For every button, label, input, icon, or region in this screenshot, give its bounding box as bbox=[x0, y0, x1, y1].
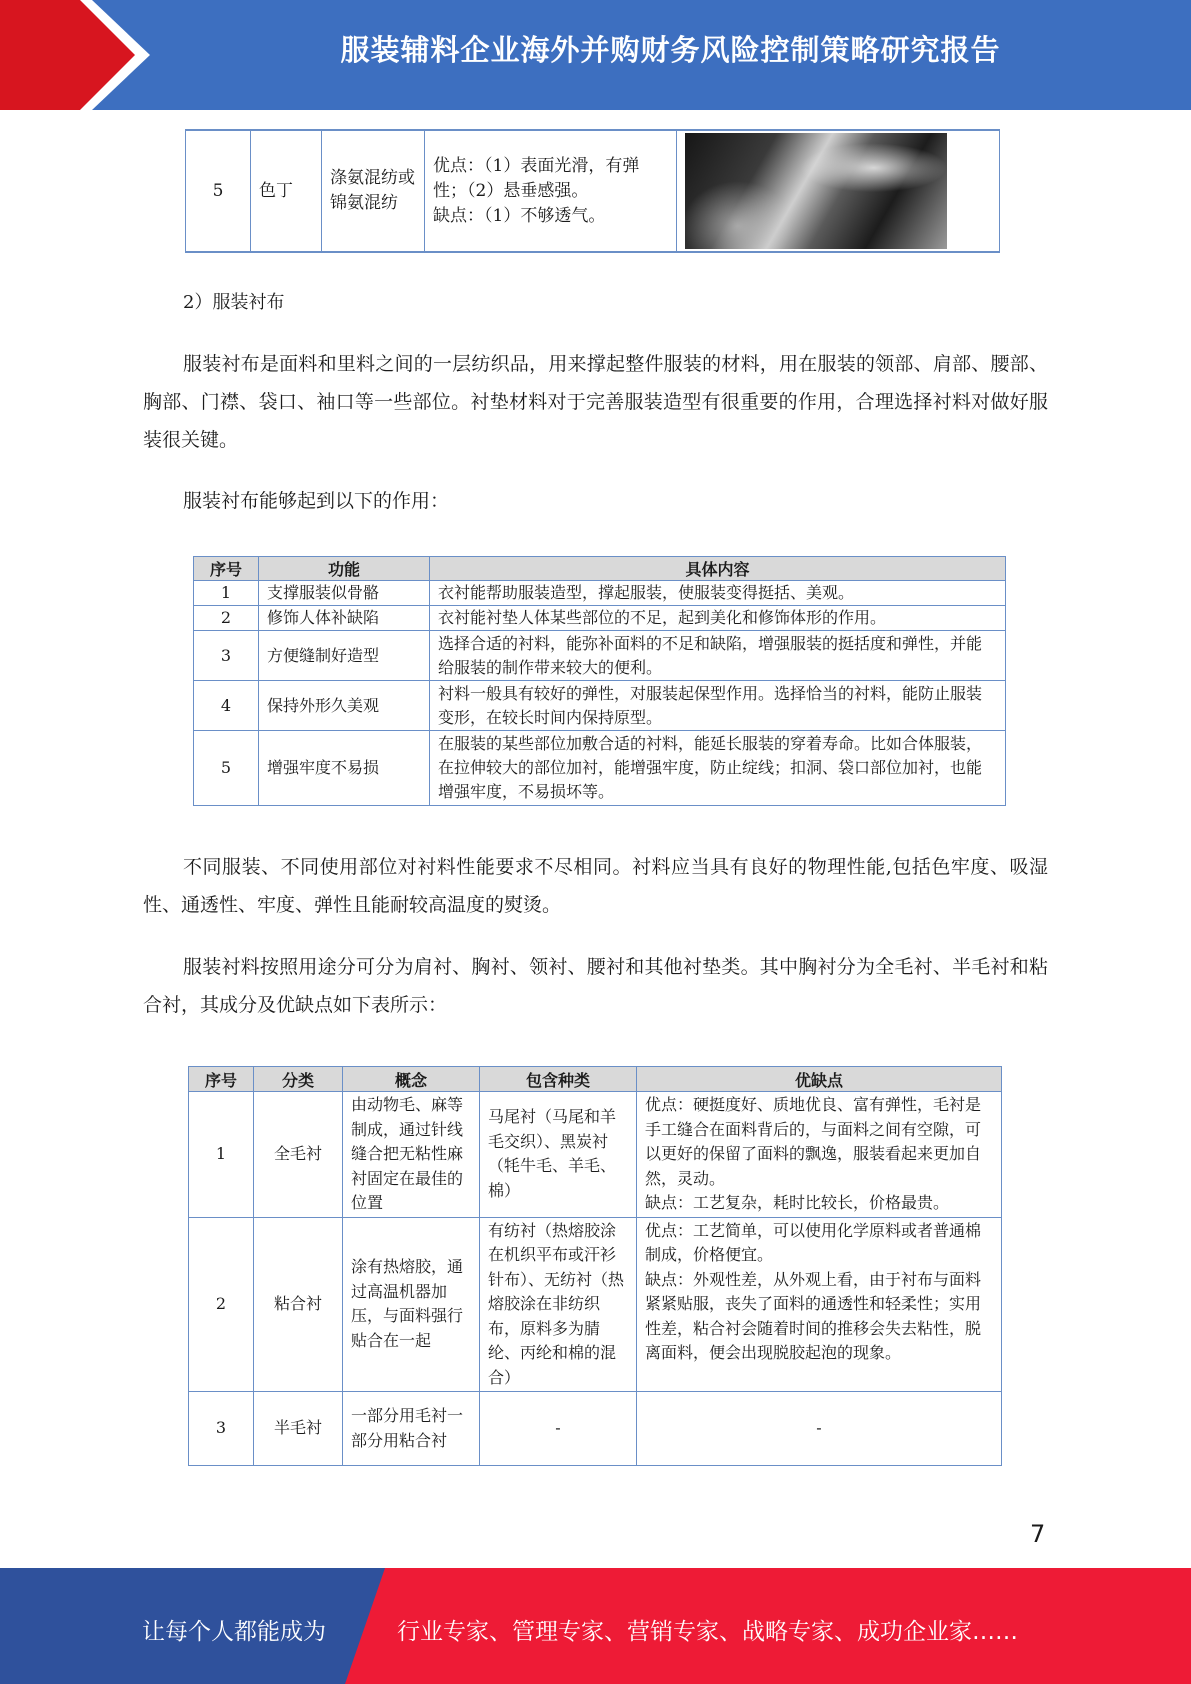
table-row bbox=[194, 581, 1006, 606]
table-row bbox=[189, 1092, 1002, 1218]
paragraph: 服装衬料按照用途分可分为肩衬、胸衬、领衬、腰衬和其他衬垫类。其中胸衬分为全毛衬、半毛衬和粘合衬，其成分及优缺点如下表所示： bbox=[143, 956, 1048, 1016]
table-header-row bbox=[194, 557, 1006, 581]
table-row bbox=[194, 631, 1006, 681]
function-name: 增强牢度不易损 bbox=[259, 731, 430, 806]
paragraph: 服装衬布能够起到以下的作用： bbox=[183, 490, 450, 512]
fabric-composition: 涤氨混纺或锦氨混纺 bbox=[322, 130, 425, 252]
lining-concept: 一部分用毛衬一部分用粘合衬 bbox=[343, 1392, 480, 1466]
lining-concept: 由动物毛、麻等制成，通过针线缝合把无粘性麻衬固定在最佳的位置 bbox=[343, 1092, 480, 1218]
table-row bbox=[194, 731, 1006, 806]
table-row bbox=[194, 681, 1006, 731]
lining-function-table bbox=[193, 556, 1006, 806]
lining-category: 粘合衬 bbox=[254, 1217, 343, 1392]
function-detail: 衣衬能帮助服装造型，撑起服装，使服装变得挺括、美观。 bbox=[430, 581, 1006, 606]
page-number: 7 bbox=[1030, 1520, 1046, 1548]
fabric-image-cell bbox=[677, 130, 1000, 252]
table-row bbox=[189, 1392, 1002, 1466]
function-detail: 选择合适的衬料，能弥补面料的不足和缺陷，增强服装的挺括度和弹性，并能给服装的制作带来较大的便利。 bbox=[430, 631, 1006, 681]
lining-pros: 优点：硬挺度好、质地优良、富有弹性，毛衬是手工缝合在面料背后的，与面料之间有空隙，可以更好的保留了面料的飘逸，服装看起来更加自然，灵动。 bbox=[645, 1095, 982, 1188]
paragraph: 不同服装、不同使用部位对衬料性能要求不尽相同。衬料应当具有良好的物理性能,包括色牢度、吸湿性、通透性、牢度、弹性且能耐较高温度的熨烫。 bbox=[143, 856, 1048, 916]
fabric-table-continued bbox=[185, 129, 1000, 253]
lining-pros-cons bbox=[637, 1217, 1002, 1392]
column-header: 优缺点 bbox=[637, 1067, 1002, 1092]
page-header bbox=[0, 0, 1191, 110]
function-detail: 在服装的某些部位加敷合适的衬料，能延长服装的穿着寿命。比如合体服装，在拉伸较大的部位加衬，能增强牢度，防止绽线；扣洞、袋口部位加衬，也能增强牢度，不易损坏等。 bbox=[430, 731, 1006, 806]
column-header: 包含种类 bbox=[480, 1067, 637, 1092]
fabric-pros: 优点：（1）表面光滑，有弹性；（2）悬垂感强。 bbox=[433, 155, 640, 201]
lining-cons: 缺点：工艺复杂，耗时比较长，价格最贵。 bbox=[645, 1193, 950, 1212]
lining-types: 马尾衬（马尾和羊毛交织）、黑炭衬（牦牛毛、羊毛、棉） bbox=[480, 1092, 637, 1218]
lining-category: 全毛衬 bbox=[254, 1092, 343, 1218]
fabric-pros-cons bbox=[425, 130, 677, 252]
table-row bbox=[194, 606, 1006, 631]
column-header: 概念 bbox=[343, 1067, 480, 1092]
column-header: 具体内容 bbox=[430, 557, 1006, 581]
paragraph: 服装衬布是面料和里料之间的一层纺织品，用来撑起整件服装的材料，用在服装的领部、肩部、腰部、胸部、门襟、袋口、袖口等一些部位。衬垫材料对于完善服装造型有很重要的作用，合理选择衬料对做好服装很关键。 bbox=[143, 353, 1048, 451]
row-number: 5 bbox=[186, 130, 251, 252]
column-header: 序号 bbox=[189, 1067, 254, 1092]
fabric-cons: 缺点：（1）不够透气。 bbox=[433, 205, 606, 226]
table-row bbox=[186, 130, 1000, 252]
lining-cons: 缺点：外观性差，从外观上看，由于衬布与面料紧紧贴服，丧失了面料的通透性和轻柔性；实用性差，粘合衬会随着时间的推移会失去粘性，脱离面料，便会出现脱胶起泡的现象。 bbox=[645, 1269, 982, 1362]
header-title: 服装辅料企业海外并购财务风险控制策略研究报告 bbox=[340, 33, 1001, 67]
lining-types: 有纺衬（热熔胶涂在机织平布或汗衫针布）、无纺衬（热熔胶涂在非纺织布，原料多为腈纶、丙纶和棉的混合） bbox=[480, 1217, 637, 1392]
table-header-row bbox=[189, 1067, 1002, 1092]
row-number: 4 bbox=[194, 681, 259, 731]
row-number: 3 bbox=[189, 1392, 254, 1466]
row-number: 1 bbox=[194, 581, 259, 606]
satin-fabric-photo bbox=[685, 133, 947, 249]
chest-lining-table bbox=[188, 1066, 1002, 1466]
footer-slogan-right: 行业专家、管理专家、营销专家、战略专家、成功企业家…… bbox=[397, 1619, 1018, 1645]
function-detail: 衬料一般具有较好的弹性，对服装起保型作用。选择恰当的衬料，能防止服装变形，在较长时间内保持原型。 bbox=[430, 681, 1006, 731]
footer-slogan-left: 让每个人都能成为 bbox=[142, 1619, 326, 1645]
section-heading: 2）服装衬布 bbox=[183, 292, 285, 313]
column-header: 序号 bbox=[194, 557, 259, 581]
lining-pros-cons: - bbox=[637, 1392, 1002, 1466]
header-arrow-decoration bbox=[0, 0, 170, 110]
lining-pros: 优点：工艺简单，可以使用化学原料或者普通棉制成，价格便宜。 bbox=[645, 1220, 982, 1264]
page-footer bbox=[0, 1568, 1191, 1684]
function-name: 方便缝制好造型 bbox=[259, 631, 430, 681]
function-detail: 衣衬能衬垫人体某些部位的不足，起到美化和修饰体形的作用。 bbox=[430, 606, 1006, 631]
row-number: 1 bbox=[189, 1092, 254, 1218]
lining-types: - bbox=[480, 1392, 637, 1466]
row-number: 5 bbox=[194, 731, 259, 806]
row-number: 3 bbox=[194, 631, 259, 681]
fabric-name: 色丁 bbox=[251, 130, 322, 252]
lining-pros-cons bbox=[637, 1092, 1002, 1218]
function-name: 修饰人体补缺陷 bbox=[259, 606, 430, 631]
column-header: 分类 bbox=[254, 1067, 343, 1092]
column-header: 功能 bbox=[259, 557, 430, 581]
function-name: 支撑服装似骨骼 bbox=[259, 581, 430, 606]
lining-category: 半毛衬 bbox=[254, 1392, 343, 1466]
row-number: 2 bbox=[194, 606, 259, 631]
function-name: 保持外形久美观 bbox=[259, 681, 430, 731]
lining-concept: 涂有热熔胶，通过高温机器加压，与面料强行贴合在一起 bbox=[343, 1217, 480, 1392]
row-number: 2 bbox=[189, 1217, 254, 1392]
table-row bbox=[189, 1217, 1002, 1392]
